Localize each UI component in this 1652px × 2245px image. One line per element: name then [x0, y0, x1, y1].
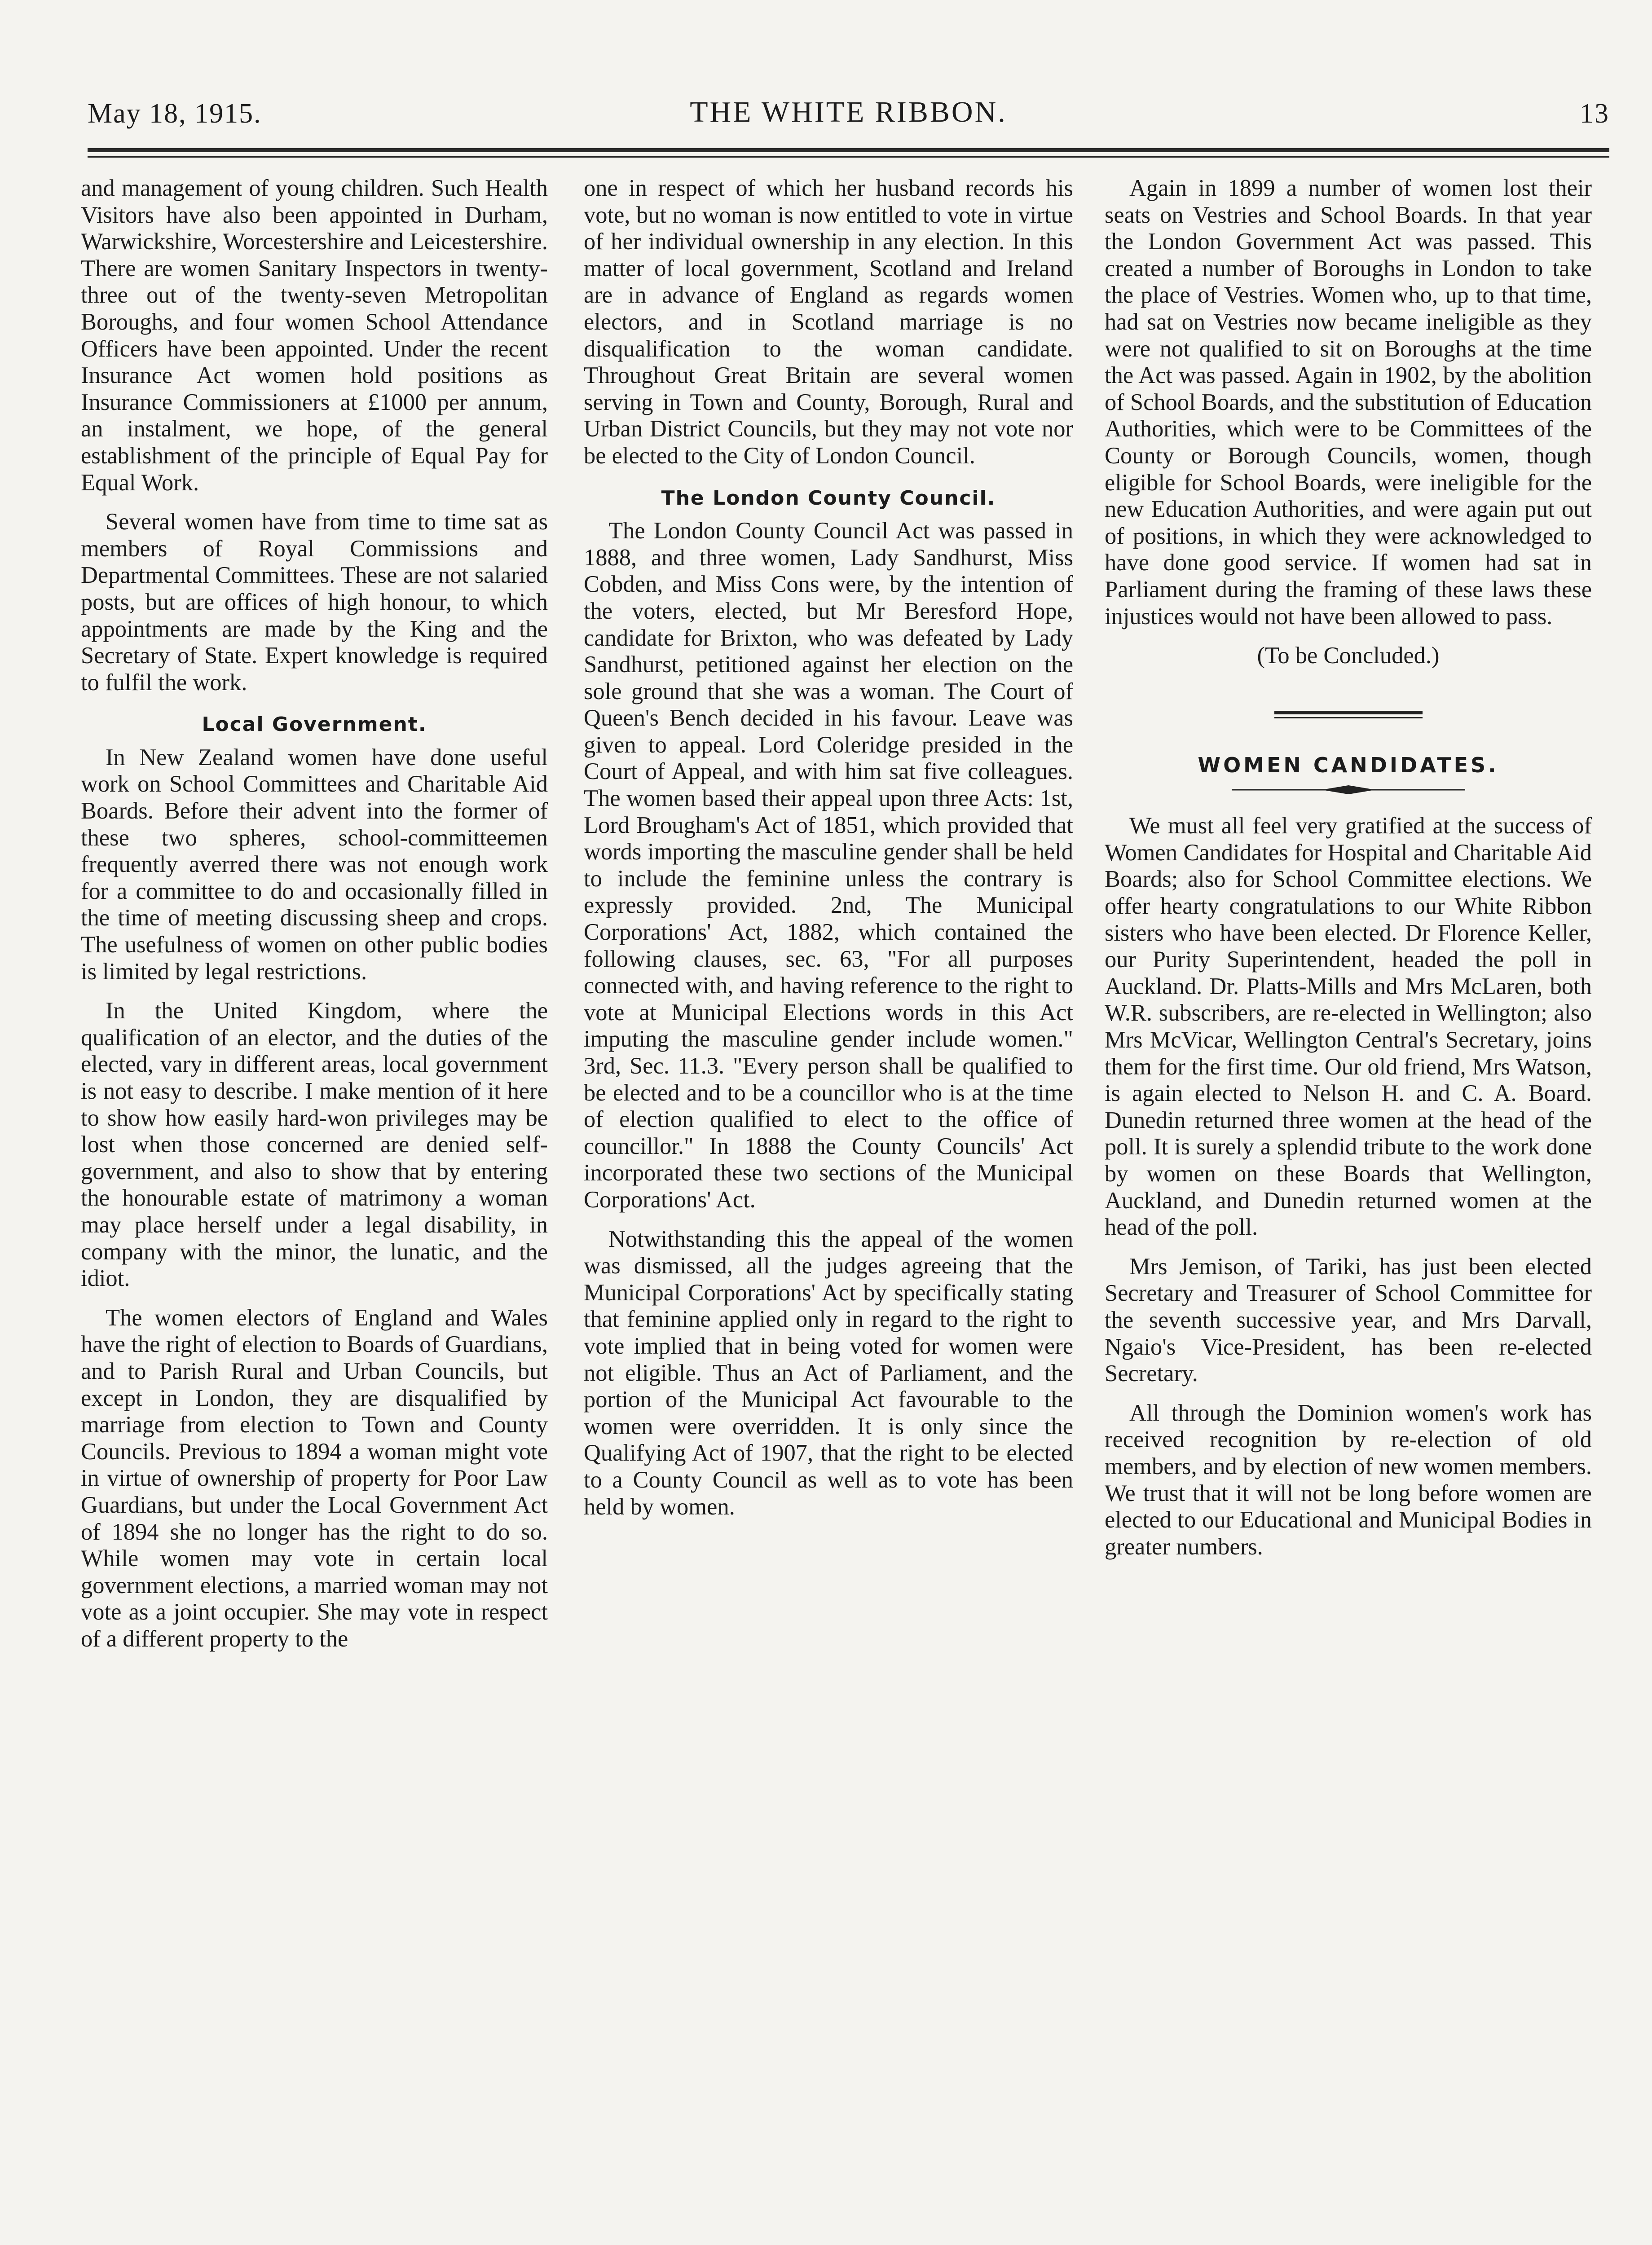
paragraph: In the United Kingdom, where the qualification of an elector, and the duties of the elected, vary in different areas, local government is not easy to describe. I make mention of it here to show how easily hard-won privileges may be lost when those concerned are denied self-government, and also to show that by entering the honourable estate of matrimony a woman may place herself under a legal disability, in company with the minor, the lunatic, and the idiot.: [81, 998, 548, 1292]
issue-date: May 18, 1915.: [88, 98, 262, 129]
paragraph: In New Zealand women have done useful work on School Committees and Charitable Aid Boards. Before their advent into the former of these two spheres, school-committeemen frequently averred there was not enough work for a committee to do and occasionally filled in the time of meeting discussing sheep and crops. The usefulness of women on other public bodies is limited by legal restrictions.: [81, 744, 548, 985]
paragraph: The women electors of England and Wales have the right of election to Boards of Guardians, and to Parish Rural and Urban Councils, but except in London, they are disqualified by marriage from election to Town and County Councils. Previous to 1894 a woman might vote in virtue of ownership of property for Poor Law Guardians, but under the Local Government Act of 1894 she no longer has the right to do so. While women may vote in certain local government elections, a married woman may not vote as a joint occupier. She may vote in respect of a different property to the: [81, 1304, 548, 1652]
paragraph: Again in 1899 a number of women lost their seats on Vestries and School Boards. In that year the London Government Act was passed. This created a number of Boroughs in London to take the place of Vestries. Women who, up to that time, had sat on Vestries now became ineligible as they were not qualified to sit on Boroughs at the time the Act was passed. Again in 1902, by the abolition of School Boards, and the substitution of Education Authorities, which were to be Committees of the County or Borough Councils, women, though eligible for School Boards, were ineligible for the new Education Authorities, and were again put out of positions, in which they were acknowledged to have done good service. If women had sat in Parliament during the framing of these laws these injustices would not have been allowed to pass.: [1105, 175, 1592, 629]
header-rule-thick: [88, 148, 1609, 152]
column-2: [584, 175, 1073, 1520]
paragraph: and management of young children. Such Health Visitors have also been appointed in Durham, Warwickshire, Worcestershire and Leicestershire. There are women Sanitary Inspectors in twenty-three out of the twenty-seven Metropolitan Boroughs, and four women School Attendance Officers have been appointed. Under the recent Insurance Act women hold positions as Insurance Commissioners at £1000 per annum, an instalment, we hope, of the general establishment of the principle of Equal Pay for Equal Work.: [81, 175, 548, 496]
column-3: [1105, 175, 1592, 1560]
paragraph: Mrs Jemison, of Tariki, has just been elected Secretary and Treasurer of School Committee for the seventh successive year, and Mrs Darvall, Ngaio's Vice-President, has been re-elected Secretary.: [1105, 1253, 1592, 1387]
paragraph: one in respect of which her husband records his vote, but no woman is now entitled to vote in virtue of her individual ownership in any election. In this matter of local government, Scotland and Ireland are in advance of England as regards women electors, and in Scotland marriage is no disqualification to the woman candidate. Throughout Great Britain are several women serving in Town and County, Borough, Rural and Urban District Councils, but they may not vote nor be elected to the City of London Council.: [584, 175, 1073, 469]
section-divider: [1274, 711, 1423, 721]
paragraph: Notwithstanding this the appeal of the women was dismissed, all the judges agreeing that the Municipal Corporations' Act by specifically stating that feminine applied only in regard to the right to vote implied that in being voted for women were not eligible. Thus an Act of Parliament, and the portion of the Municipal Act favourable to the women were overridden. It is only since the Qualifying Act of 1907, that the right to be elected to a County Council as well as to vote has been held by women.: [584, 1226, 1073, 1520]
paragraph: We must all feel very gratified at the success of Women Candidates for Hospital and Charitable Aid Boards; also for School Committee elections. We offer hearty congratulations to our White Ribbon sisters who have been elected. Dr Florence Keller, our Purity Superintendent, headed the poll in Auckland. Dr. Platts-Mills and Mrs McLaren, both W.R. subscribers, are re-elected in Wellington; also Mrs McVicar, Wellington Central's Secretary, joins them for the first time. Our old friend, Mrs Watson, is again elected to Nelson H. and C. A. Board. Dunedin returned three women at the head of the poll. It is surely a splendid tribute to the work done by women on these Boards that Wellington, Auckland, and Dunedin returned women at the head of the poll.: [1105, 813, 1592, 1241]
section-heading-london-county-council: The London County Council.: [661, 486, 996, 510]
to-be-concluded-note: (To be Concluded.): [1257, 643, 1440, 669]
publication-title: THE WHITE RIBBON.: [690, 96, 1007, 128]
paragraph: The London County Council Act was passed in 1888, and three women, Lady Sandhurst, Miss Cobden, and Miss Cons were, by the intention of the voters, elected, but Mr Beresford Hope, candidate for Brixton, who was defeated by Lady Sandhurst, petitioned against her election on the sole ground that she was a woman. The Court of Queen's Bench decided in his favour. Leave was given to appeal. Lord Coleridge presided in the Court of Appeal, and with him sat five colleagues. The women based their appeal upon three Acts: 1st, Lord Brougham's Act of 1851, which provided that words importing the masculine gender shall be held to include the feminine unless the contrary is expressly provided. 2nd, The Municipal Corporations' Act, 1882, which contained the following clauses, sec. 63, "For all purposes connected with, and having reference to the right to vote at Municipal Elections words in this Act imputing the masculine gender include women." 3rd, Sec. 11.3. "Every person shall be qualified to be elected and to be a councillor who is at the time of election qualified to elect to the office of councillor." In 1888 the County Councils' Act incorporated these two sections of the Municipal Corporations' Act.: [584, 518, 1073, 1213]
paragraph: Several women have from time to time sat as members of Royal Commissions and Departmental Committees. These are not salaried posts, but are offices of high honour, to which appointments are made by the King and the Secretary of State. Expert knowledge is required to fulfil the work.: [81, 509, 548, 696]
paragraph: All through the Dominion women's work has received recognition by re-election of old members, and by election of new women members. We trust that it will not be long before women are elected to our Educational and Municipal Bodies in greater numbers.: [1105, 1400, 1592, 1560]
column-1: [81, 175, 548, 1652]
header-rule-thin: [88, 156, 1609, 158]
page-number: 13: [1580, 98, 1609, 129]
section-heading-women-candidates: WOMEN CANDIDATES.: [1198, 753, 1499, 777]
ornament-rule: [1232, 783, 1465, 797]
page-header: [88, 90, 1609, 139]
section-heading-local-government: Local Government.: [202, 713, 427, 736]
